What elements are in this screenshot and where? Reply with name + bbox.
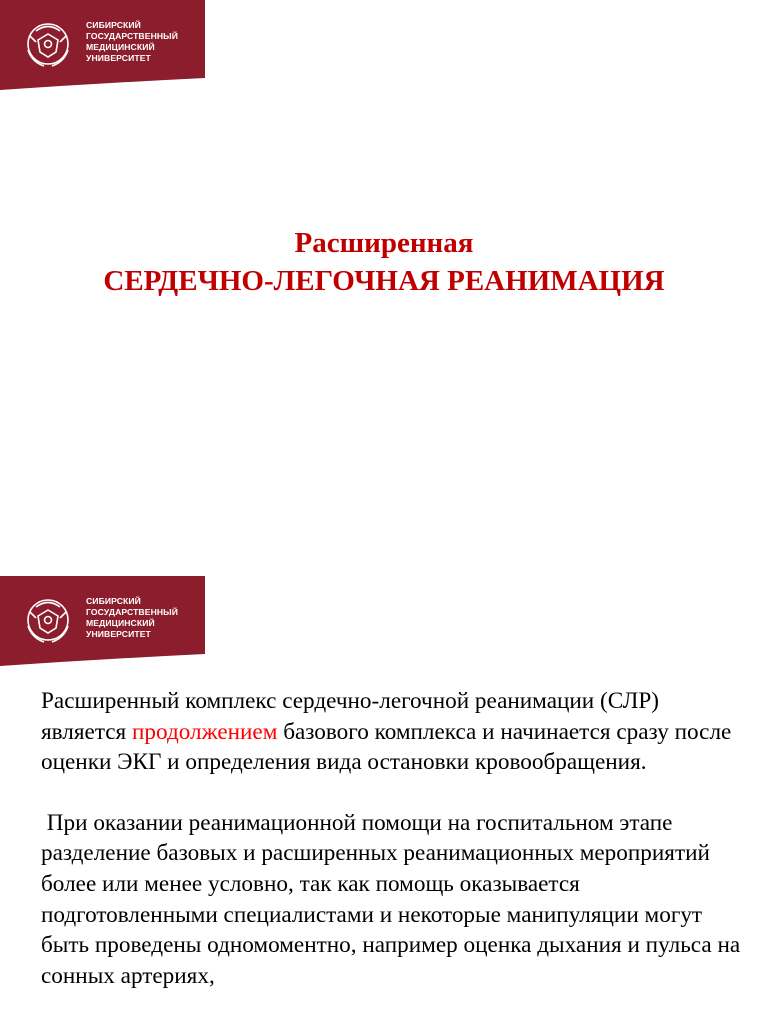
paragraph-1 [41,686,741,778]
university-name-line: УНИВЕРСИТЕТ [86,53,151,63]
paragraph-2 [41,808,741,992]
university-name-line: СИБИРСКИЙ [86,20,141,30]
slide-title [0,224,768,300]
university-name [86,596,178,640]
university-name-line: ГОСУДАРСТВЕННЫЙ [86,31,178,41]
paragraph-2-text: При оказании реанимационной помощи на госпитальном этапе разделение базовых и расширенных реанимационных мероприятий более или менее условно, так как помощь оказывается подготовленными специалистами и некоторые манипуляции могут быть проведены одномоментно, например оценка дыхания и пульса на сонных артериях, [41,809,741,989]
slide-title-line1: Расширенная [294,227,474,259]
paragraph-1-start: Расширенный комплекс сердечно-легочной реанимации (СЛР) является [41,688,659,745]
paragraph-gap [41,778,741,808]
university-name-line: МЕДИЦИНСКИЙ [86,42,155,52]
university-logo-banner [0,576,205,666]
slide-body [41,686,741,991]
university-name [86,20,178,64]
university-name-line: ГОСУДАРСТВЕННЫЙ [86,607,178,617]
university-name-line: УНИВЕРСИТЕТ [86,629,151,639]
highlighted-term: продолжением [132,718,278,745]
university-logo-banner [0,0,205,90]
university-name-line: СИБИРСКИЙ [86,596,141,606]
slide-title-line2: СЕРДЕЧНО-ЛЕГОЧНАЯ РЕАНИМАЦИЯ [103,265,665,297]
paragraph-1-end: базового комплекса и начинается сразу после оценки ЭКГ и определения вида остановки кровообращения. [41,718,732,776]
university-name-line: МЕДИЦИНСКИЙ [86,618,155,628]
content-slide [0,576,768,1024]
